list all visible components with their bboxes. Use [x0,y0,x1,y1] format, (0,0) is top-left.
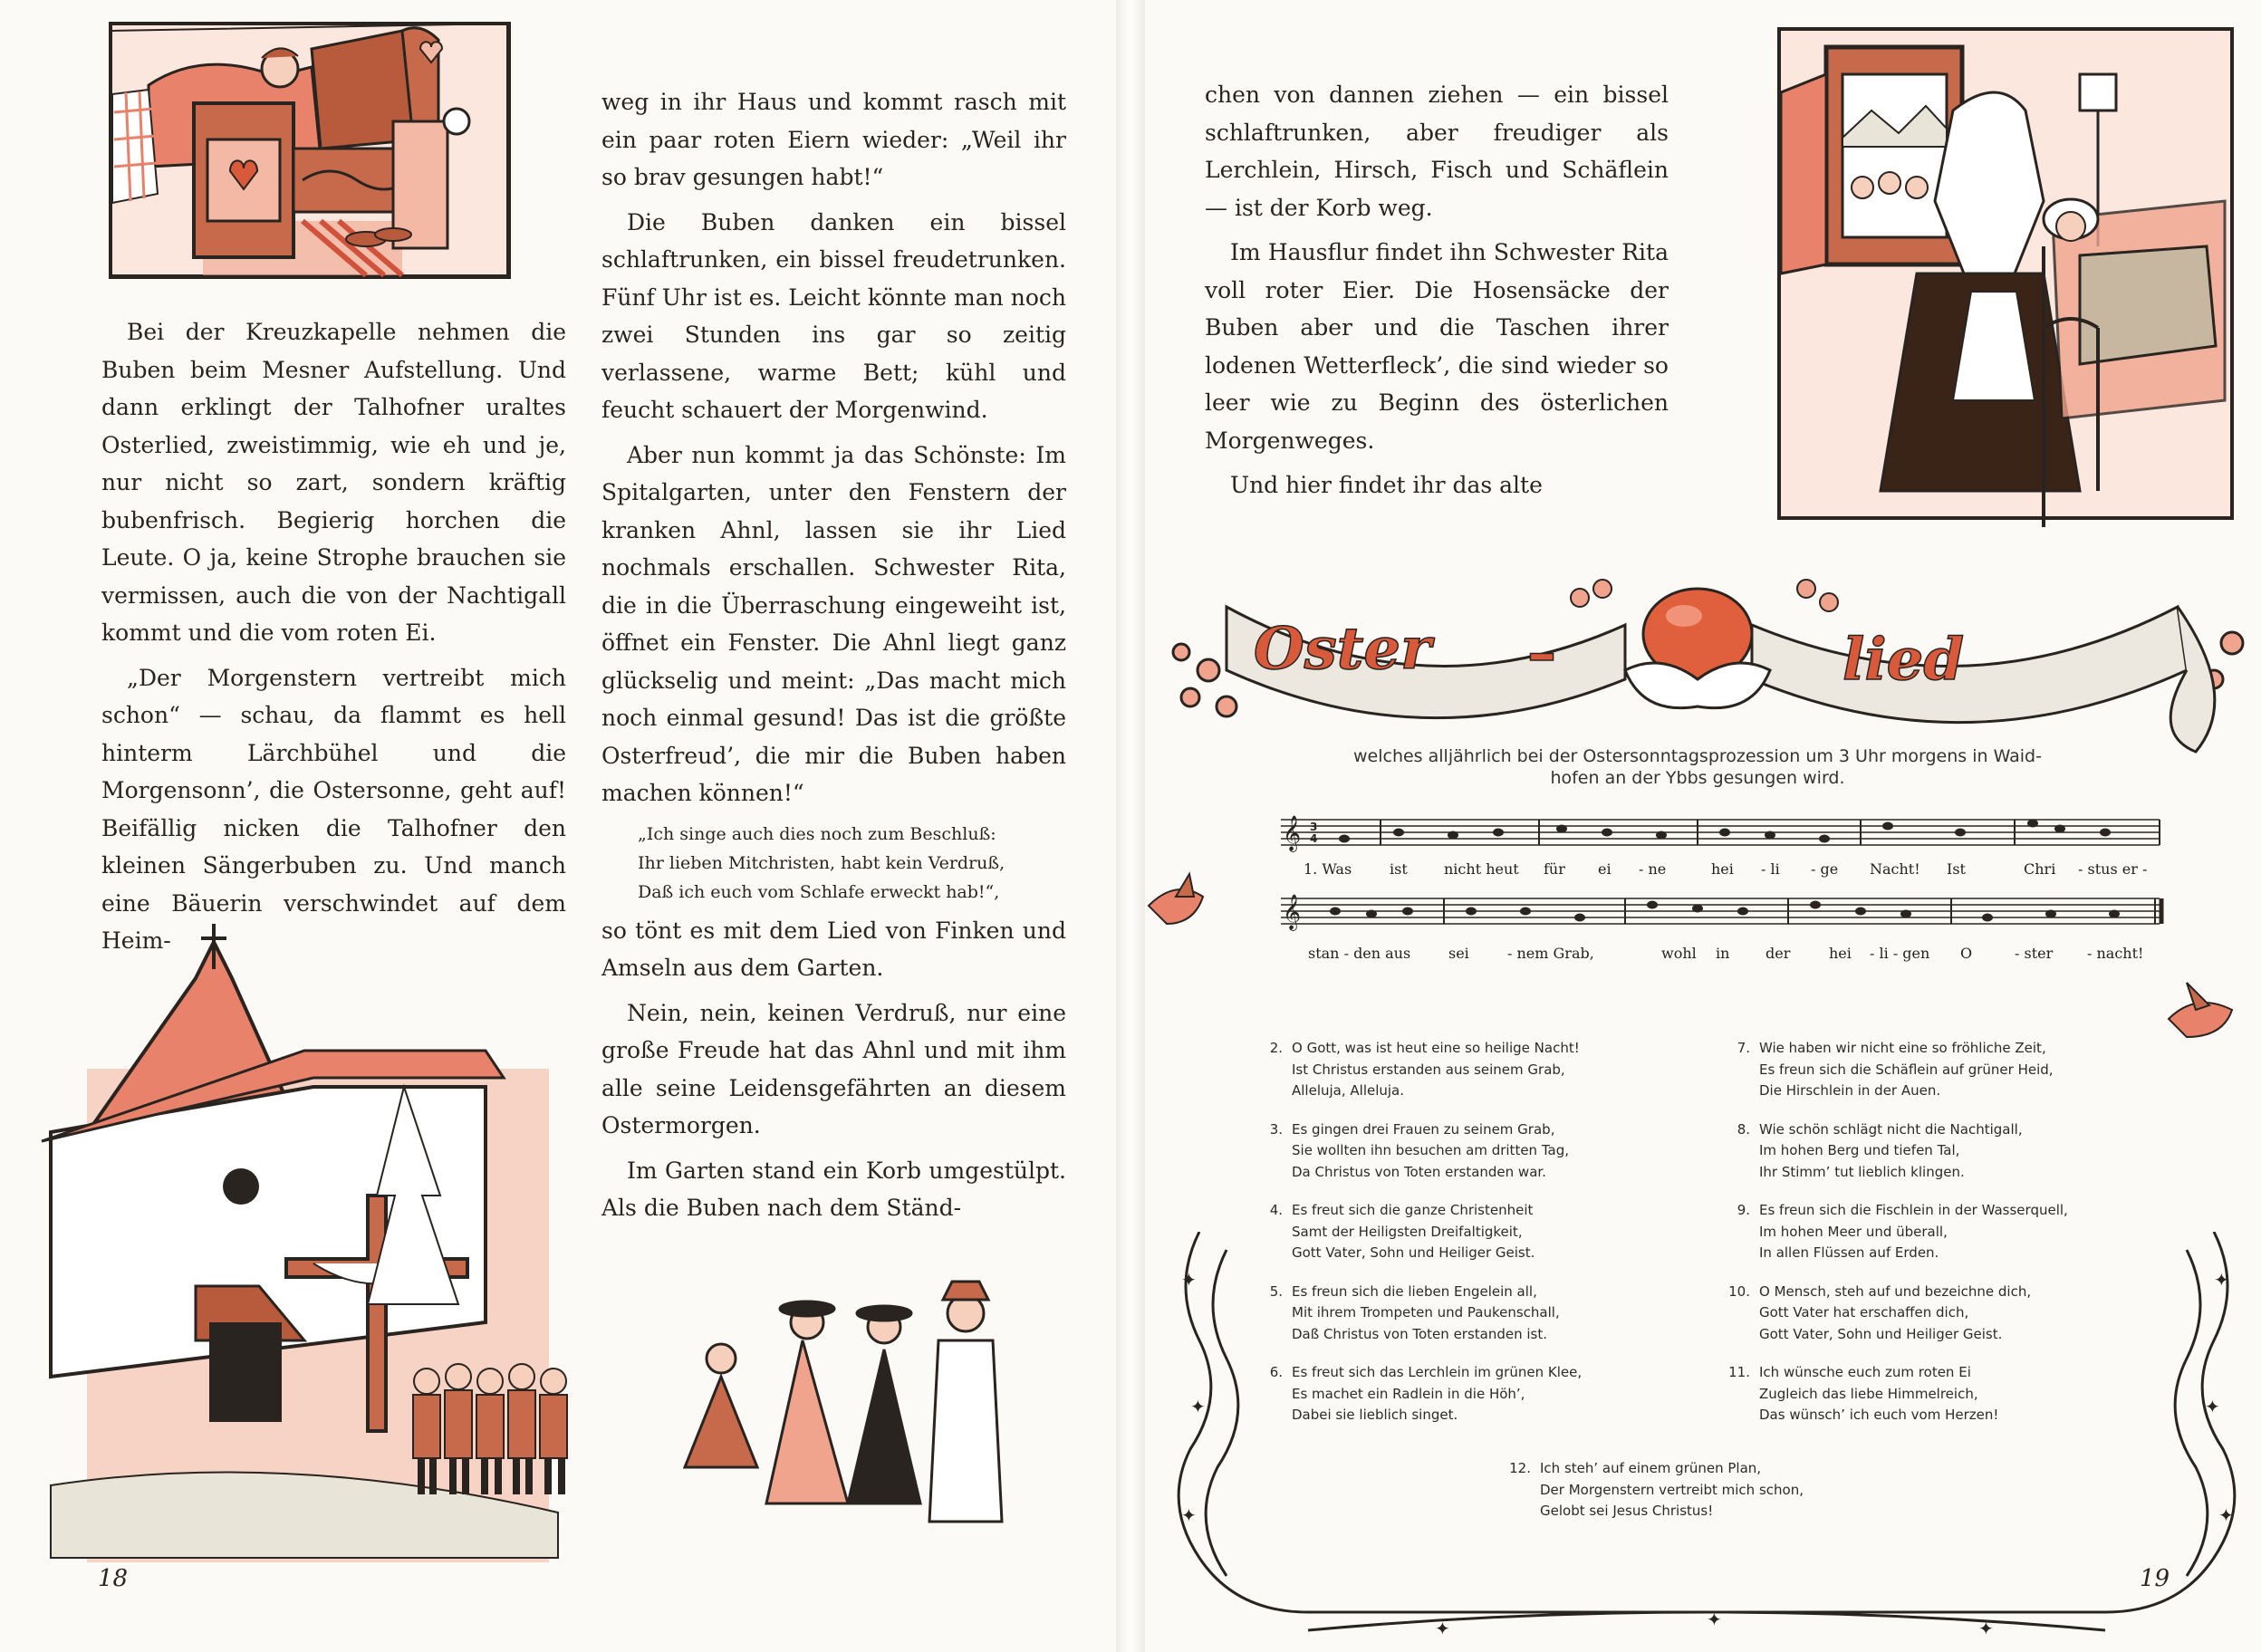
stanza-line: In allen Flüssen auf Erden. [1759,1244,1939,1261]
boy-in-bed-illustration [94,13,527,284]
stanza-line: Wie haben wir nicht eine so fröhliche Zeit, [1759,1040,2046,1056]
lyric-syllable: - nem Grab, [1507,945,1594,962]
svg-text:✦: ✦ [1190,1396,1206,1417]
svg-text:3: 3 [1310,821,1318,833]
stanza-number: 6. [1269,1364,1283,1380]
lyric-syllable: - li [1761,860,1780,878]
stanza [1719,1119,2190,1184]
lyric-syllable: ist [1390,860,1408,878]
stanza-number: 2. [1269,1040,1283,1056]
stanza-line: Es gingen drei Frauen zu seinem Grab, [1292,1120,1555,1138]
song-subtitle [1263,745,2132,789]
stanza [1252,1038,1687,1102]
paragraph: „Der Morgenstern vertreibt mich schon“ — schau, da flammt es hell hinterm Lärchbühel und die Morgensonn’, die Ostersonne, geht auf! Beifällig nicken die Talhofner den kleinen Sängerbuben zu. Und manch eine Bäuerin verschwindet auf dem Heim- [101,664,566,954]
stanza-line: Es freun sich die Fischlein in der Wasserquell, [1759,1202,2068,1218]
lyric-syllable: - nacht! [2087,945,2144,962]
stanza-line: Ich steh’ auf einem grünen Plan, [1540,1460,1762,1476]
banner-title-right: lied [1842,626,1965,694]
svg-text:✦: ✦ [2205,1396,2220,1417]
paragraph: so tönt es mit dem Lied von Finken und Amseln aus dem Garten. [601,917,1066,981]
stanza-number: 10. [1728,1282,1750,1300]
svg-text:✦: ✦ [1181,1269,1197,1291]
paragraph: Bei der Kreuzkapelle nehmen die Buben beim Mesner Aufstellung. Und dann erklingt der Talhofner uraltes Osterlied, zweistimmig, wie eh und je, nur nicht so zart, sondern kräftig bubenfrisch. Begierig horchen die Leute. O ja, keine Strophe brauchen sie vermissen, auch die von der Nachtigall kommt und die vom roten Ei. [101,319,566,646]
stanza-number: 11. [1728,1364,1750,1380]
stanza-number: 4. [1269,1202,1283,1218]
stanza-line: Es freut sich die ganze Christenheit [1292,1202,1534,1218]
stanza-line: Es machet ein Radlein in die Höh’, [1292,1385,1525,1402]
paragraph: Nein, nein, keinen Verdruß, nur eine große Freude hat das Ahnl und mit ihm alle seine Leidensgefährten an diesem Ostermorgen. [601,999,1066,1138]
stanza-line: Gott Vater, Sohn und Heiliger Geist. [1759,1325,2003,1342]
lyric-syllable: hei [1711,860,1734,878]
page-number: 19 [2140,1565,2170,1592]
svg-text:𝄞: 𝄞 [1283,894,1302,930]
stanza [1252,1200,1687,1264]
stanza-number: 9. [1737,1202,1750,1218]
svg-text:𝄞: 𝄞 [1283,815,1302,851]
lyric-syllable: ei [1598,860,1612,878]
stanza [1719,1362,2190,1426]
stanza-number: 12. [1509,1460,1531,1476]
book-gutter [1116,0,1145,1652]
stanza-number: 3. [1269,1120,1283,1138]
nun-bedside-illustration [1772,20,2243,554]
right-page [1145,0,2261,1652]
stanza-final [1500,1458,1899,1540]
lyric-syllable: der [1766,945,1791,962]
stanza-line: Es freun sich die lieben Engelein all, [1292,1282,1537,1300]
stanza-line: O Gott, was ist heut eine so heilige Nacht! [1292,1040,1580,1056]
stanza-number: 8. [1737,1120,1750,1138]
lyric-syllable: nicht heut [1444,860,1519,878]
stanza-number: 7. [1737,1040,1750,1056]
stanza-line: Es freun sich die Schäflein auf grüner Heid, [1759,1061,2054,1078]
lyric-syllable: - stus er - [2078,860,2148,878]
lyric-syllable: - ster [2015,945,2054,962]
stanza-line: Ich wünsche euch zum roten Ei [1759,1364,1971,1380]
stanza [1719,1282,2190,1346]
stanza-line: Wie schön schlägt nicht die Nachtigall, [1759,1120,2023,1138]
stanza-line: Der Morgenstern vertreibt mich schon, [1540,1481,1804,1498]
stanza-line: Es freut sich das Lerchlein im grünen Klee, [1292,1364,1583,1380]
stanza-line: Gott Vater, Sohn und Heiliger Geist. [1292,1244,1535,1261]
svg-text:✦: ✦ [1707,1609,1722,1630]
stanza-line: Ihr Stimm’ tut lieblich klingen. [1759,1163,1965,1180]
lyric-syllable: Nacht! [1870,860,1920,878]
stanza-line: Samt der Heiligsten Dreifaltigkeit, [1292,1223,1523,1240]
stanza-line: Das wünsch’ ich euch vom Herzen! [1759,1407,1999,1423]
stanza [1719,1038,2190,1102]
svg-text:4: 4 [1310,832,1318,845]
svg-text:✦: ✦ [2218,1504,2234,1526]
verse-line: Ihr lieben Mitchristen, habt kein Verdruß, [638,852,1005,873]
right-column-text [1205,76,1669,512]
banner-title-left: Oster [1254,615,1431,683]
left-page [0,0,1116,1652]
stanza [1719,1200,2190,1264]
lyric-syllable: 1. Was [1304,860,1352,878]
paragraph: Im Garten stand ein Korb umgestülpt. Als die Buben nach dem Ständ- [601,1157,1066,1221]
verse-quote [638,820,1066,907]
lyric-syllable: wohl [1661,945,1697,962]
lyric-syllable: hei [1829,945,1852,962]
page-number: 18 [98,1565,129,1592]
lyric-syllable: - ne [1639,860,1667,878]
left-column-1 [101,313,566,967]
banner-dash: – [1527,619,1556,687]
paragraph: weg in ihr Haus und kommt rasch mit ein paar roten Eiern wieder: „Weil ihr so brav gesungen habt!“ [601,89,1066,190]
lyric-syllable: in [1716,945,1730,962]
paragraph: chen von dannen ziehen — ein bissel schlaftrunken, aber freudiger als Lerchlein, Hirsch, Fisch und Schäflein — ist der Korb weg. [1205,82,1669,221]
lyric-syllable: - ge [1811,860,1839,878]
stanza-line: Gott Vater hat erschaffen dich, [1759,1304,1969,1321]
verse-line: „Ich singe auch dies noch zum Beschluß: [638,823,996,844]
lyric-syllable: Ist [1947,860,1966,878]
stanza-line: Sie wollten ihn besuchen am dritten Tag, [1292,1142,1569,1158]
stanza-line: O Mensch, steh auf und bezeichne dich, [1759,1282,2032,1300]
svg-text:✦: ✦ [1978,1618,1994,1639]
lyric-syllable: - li - gen [1870,945,1930,962]
svg-text:✦: ✦ [1435,1618,1450,1639]
stanza-line: Alleluja, Alleluja. [1292,1082,1405,1099]
stanza-line: Da Christus von Toten erstanden war. [1292,1163,1546,1180]
stanzas-left-column [1252,1038,1687,1444]
stanza-number: 5. [1269,1282,1283,1300]
stanza-line: Ist Christus erstanden aus seinem Grab, [1292,1061,1565,1078]
stanzas-right-column [1719,1038,2190,1444]
paragraph: Und hier findet ihr das alte [1230,472,1543,498]
stanza-line: Mit ihrem Trompeten und Paukenschall, [1292,1304,1560,1321]
paragraph: Im Hausflur findet ihn Schwester Rita voll roter Eier. Die Hosensäcke der Buben aber und die Taschen ihrer lodenen Wetterfleck’, die sind wieder so leer wie zu Beginn des österlichen Morgenweges. [1205,239,1669,454]
stanza-line: Im hohen Berg und tiefen Tal, [1759,1142,1960,1158]
bird-left-decoration [1145,869,1212,942]
osterlied-banner [1154,571,2250,761]
lyric-syllable: sei [1448,945,1469,962]
lyric-syllable: für [1544,860,1565,878]
paragraph: Aber nun kommt ja das Schönste: Im Spitalgarten, unter den Fenstern der kranken Ahnl, lassen sie ihr Lied nochmals erschallen. Schwester Rita, die in die Überraschung eingeweiht ist, öffnet ein Fenster. Die Ahnl liegt ganz glückselig und meint: „Das macht mich noch einmal gesund! Das ist die größte Osterfreud’, die mir die Buben haben machen können!“ [601,441,1066,806]
stanza-line: Die Hirschlein in der Auen. [1759,1082,1941,1099]
stanza [1500,1458,1899,1522]
stanza-line: Daß Christus von Toten erstanden ist. [1292,1325,1548,1342]
chapel-villagers-illustration [14,924,1092,1621]
stanza-line: Zugleich das liebe Himmelreich, [1759,1385,1978,1402]
stanza-line: Im hohen Meer und überall, [1759,1223,1948,1240]
lyric-syllable: stan - den aus [1308,945,1411,962]
subtitle-line: welches alljährlich bei der Ostersonntagsprozession um 3 Uhr morgens in Waid- [1353,746,2042,766]
lyric-syllable: O [1960,945,1973,962]
stanza-line: Gelobt sei Jesus Christus! [1540,1503,1714,1519]
subtitle-line: hofen an der Ybbs gesungen wird. [1550,768,1845,788]
lyric-syllable: Chri [2024,860,2056,878]
verse-line: Daß ich euch vom Schlafe erweckt hab!“, [638,881,1000,902]
svg-text:✦: ✦ [2214,1269,2229,1291]
stanza [1252,1119,1687,1184]
paragraph: Die Buben danken ein bissel schlaftrunken, ein bissel freudetrunken. Fünf Uhr ist es. Leicht könnte man noch zwei Stunden ins gar so zeitig verlassene, warme Bett; kühl und feucht schauert der Morgenwind. [601,208,1066,423]
stanza [1252,1362,1687,1426]
svg-text:✦: ✦ [1181,1504,1197,1526]
stanza [1252,1282,1687,1346]
stanza-line: Dabei sie lieblich singet. [1292,1407,1458,1423]
